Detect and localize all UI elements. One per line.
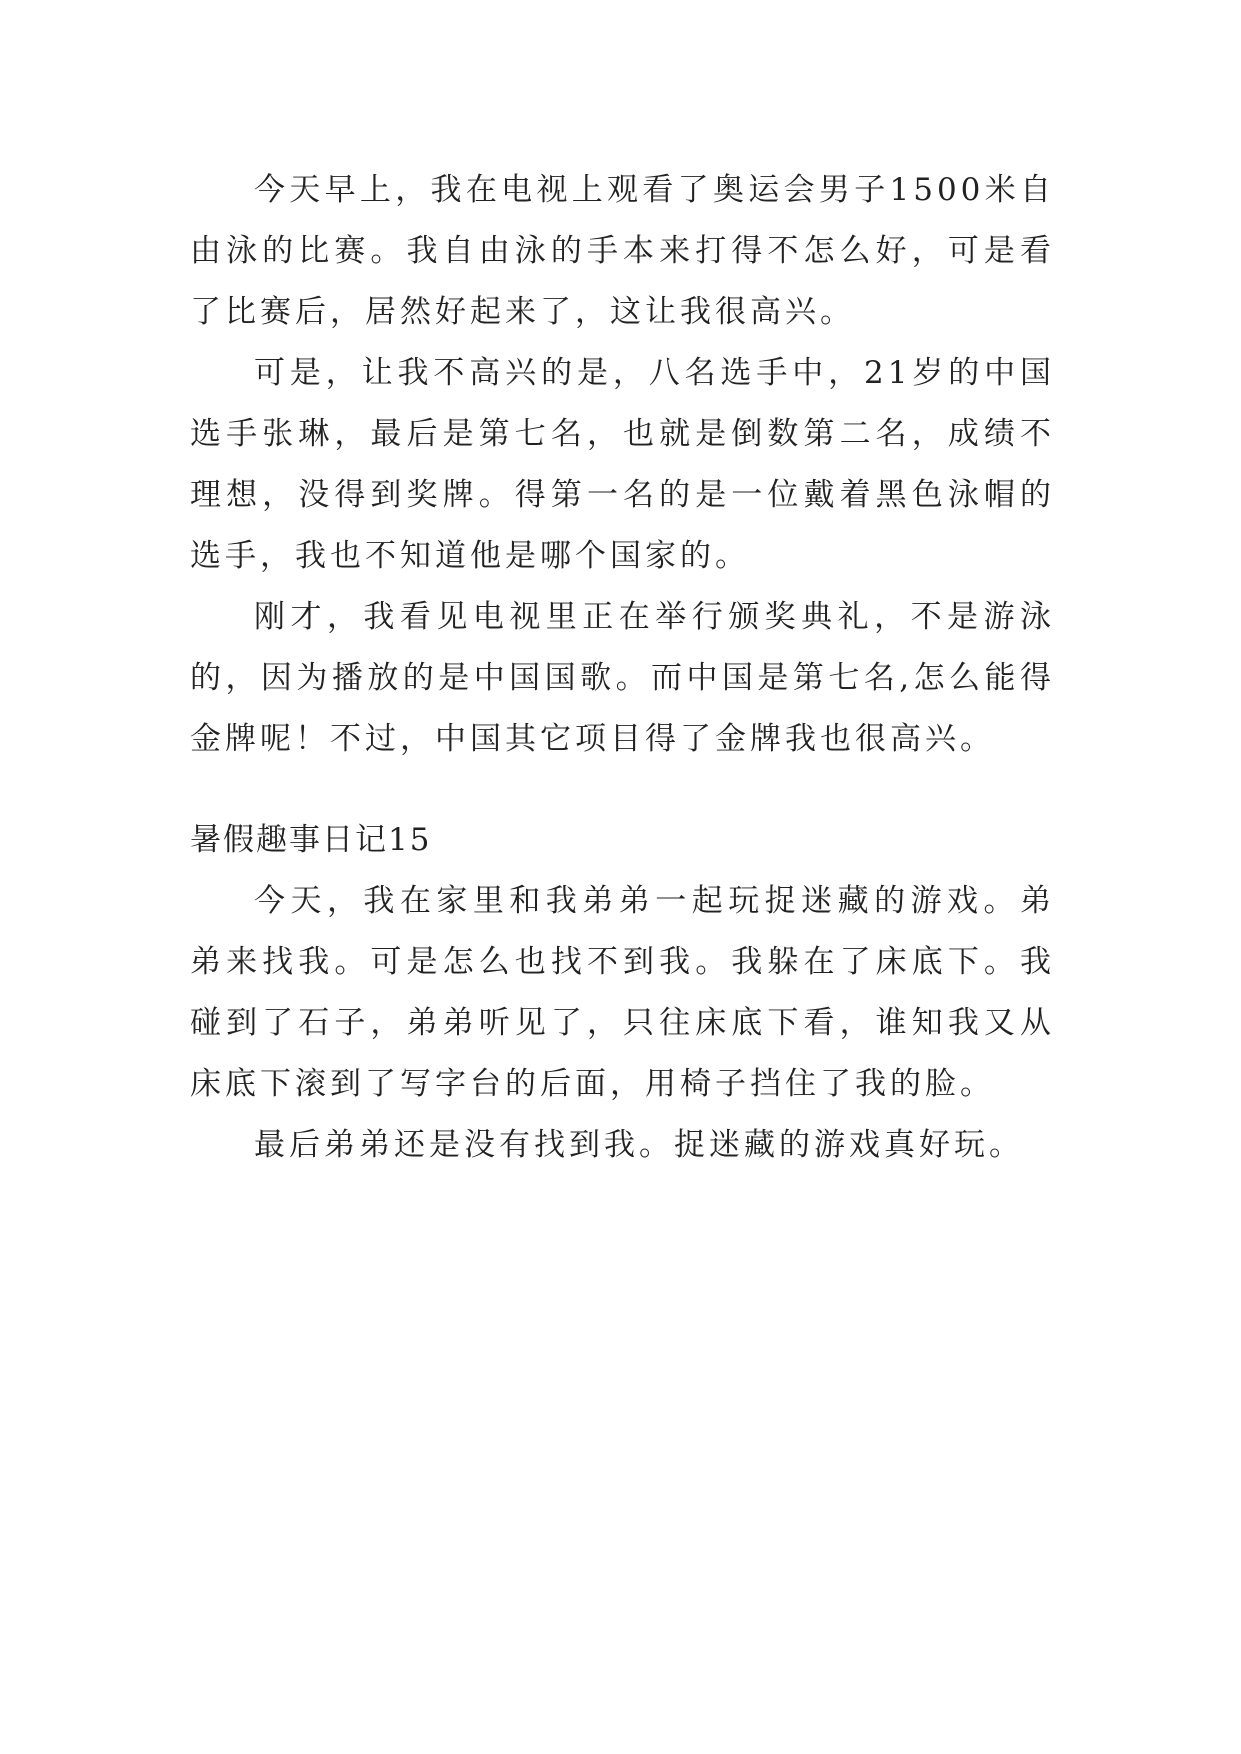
paragraph: 最后弟弟还是没有找到我。捉迷藏的游戏真好玩。 xyxy=(254,1127,1024,1163)
paragraph: 今天早上，我在电视上观看了奥运会男子1500米自由泳的比赛。我自由泳的手本来打得不怎么好，可是看了比赛后，居然好起来了，这让我很高兴。 xyxy=(190,172,1055,330)
document-body xyxy=(190,160,1055,1176)
entry-title: 暑假趣事日记15 xyxy=(190,822,432,858)
paragraph: 刚才，我看见电视里正在举行颁奖典礼，不是游泳的，因为播放的是中国国歌。而中国是第七名,怎么能得金牌呢！不过，中国其它项目得了金牌我也很高兴。 xyxy=(190,599,1055,757)
paragraph: 可是，让我不高兴的是，八名选手中，21岁的中国选手张琳，最后是第七名，也就是倒数第二名，成绩不理想，没得到奖牌。得第一名的是一位戴着黑色泳帽的选手，我也不知道他是哪个国家的。 xyxy=(190,355,1055,574)
paragraph: 今天，我在家里和我弟弟一起玩捉迷藏的游戏。弟弟来找我。可是怎么也找不到我。我躲在了床底下。我碰到了石子，弟弟听见了，只往床底下看，谁知我又从床底下滚到了写字台的后面，用椅子挡住了我的脸。 xyxy=(190,883,1055,1102)
